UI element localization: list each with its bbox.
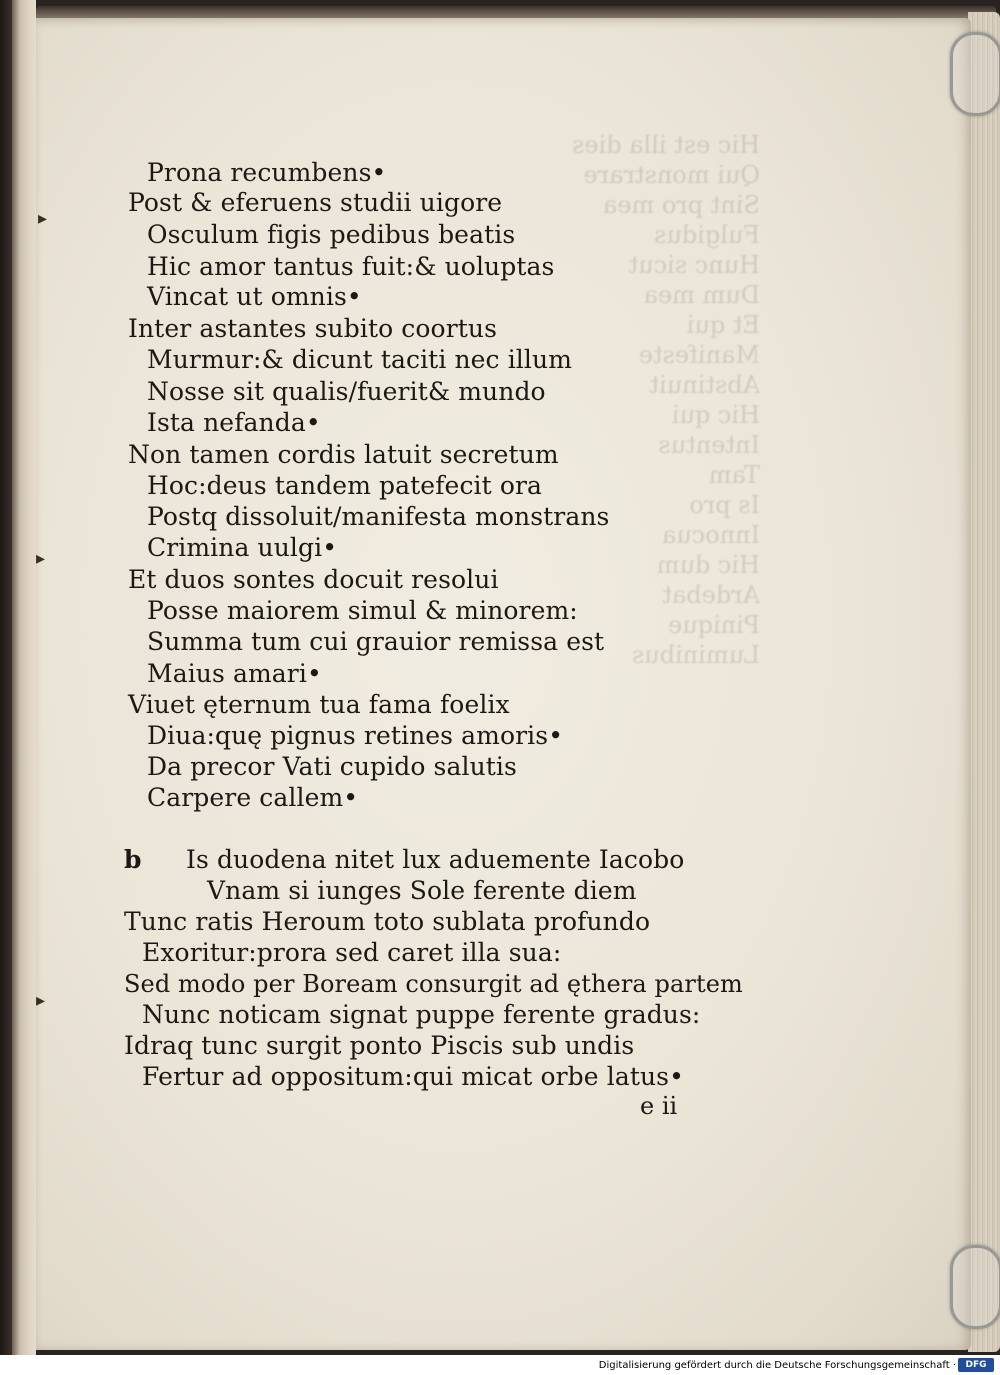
section-line: Tunc ratis Heroum toto sublata profundo — [124, 907, 651, 936]
poem-line: Maius amari• — [147, 659, 322, 688]
poem-line: Diua:quę pignus retines amoris• — [147, 721, 564, 750]
margin-mark-icon: ▸ — [38, 208, 48, 229]
section-line: Exoritur:prora sed caret illa sua: — [142, 938, 562, 967]
bleed-through-shadow: Hic est illa dies Qui monstrare Sint pro mea Fulgidus Hunc sicut Dum mea Et qui Manifeste Abstinuit Hic qui Intentus Tam Is pro Innocua Hic dum Ardebat Pinique Luminibus — [572, 131, 760, 669]
poem-line: Carpere callem• — [147, 783, 359, 812]
dfg-logo-icon: DFG — [958, 1358, 994, 1372]
poem-line: Hic amor tantus fuit:& uoluptas — [147, 252, 555, 281]
poem-line: Da precor Vati cupido salutis — [147, 752, 517, 781]
section-line: Is duodena nitet lux aduemente Iacobo — [186, 845, 685, 874]
poem-line: Posse maiorem simul & minorem: — [147, 596, 578, 625]
margin-mark-icon: ▸ — [36, 990, 46, 1011]
poem-line: Inter astantes subito coortus — [128, 314, 498, 343]
section-letter: b — [124, 845, 142, 874]
poem-line: Hoc:deus tandem patefecit ora — [147, 471, 543, 500]
poem-line: Non tamen cordis latuit secretum — [128, 440, 559, 469]
poem-line: Crimina uulgi• — [147, 533, 338, 562]
poem-line: Prona recumbens• — [147, 158, 387, 187]
margin-mark-icon: ▸ — [36, 548, 46, 569]
poem-line: Postq dissoluit/manifesta monstrans — [147, 502, 610, 531]
poem-line: Ista nefanda• — [147, 408, 321, 437]
page-signature: e ii — [640, 1092, 678, 1120]
poem-line: Murmur:& dicunt taciti nec illum — [147, 345, 573, 374]
poem-line: Osculum figis pedibus beatis — [147, 220, 516, 249]
poem-line: Post & eferuens studii uigore — [128, 188, 503, 217]
section-line: Fertur ad oppositum:qui micat orbe latus• — [142, 1062, 684, 1091]
section-line: Nunc noticam signat puppe ferente gradus: — [142, 1000, 701, 1029]
poem-line: Summa tum cui grauior remissa est — [147, 627, 605, 656]
poem-line: Viuet ęternum tua fama foelix — [128, 690, 510, 719]
footer-credit: Digitalisierung gefördert durch die Deutsche Forschungsgemeinschaft · — [598, 1360, 956, 1371]
poem-line: Vincat ut omnis• — [147, 282, 362, 311]
section-line: Vnam si iunges Sole ferente diem — [207, 876, 637, 905]
section-line: Sed modo per Boream consurgit ad ęthera partem — [124, 970, 743, 998]
poem-line: Et duos sontes docuit resolui — [128, 565, 499, 594]
poem-line: Nosse sit qualis/fuerit& mundo — [147, 377, 546, 406]
section-line: Idraq tunc surgit ponto Piscis sub undis — [124, 1031, 635, 1060]
